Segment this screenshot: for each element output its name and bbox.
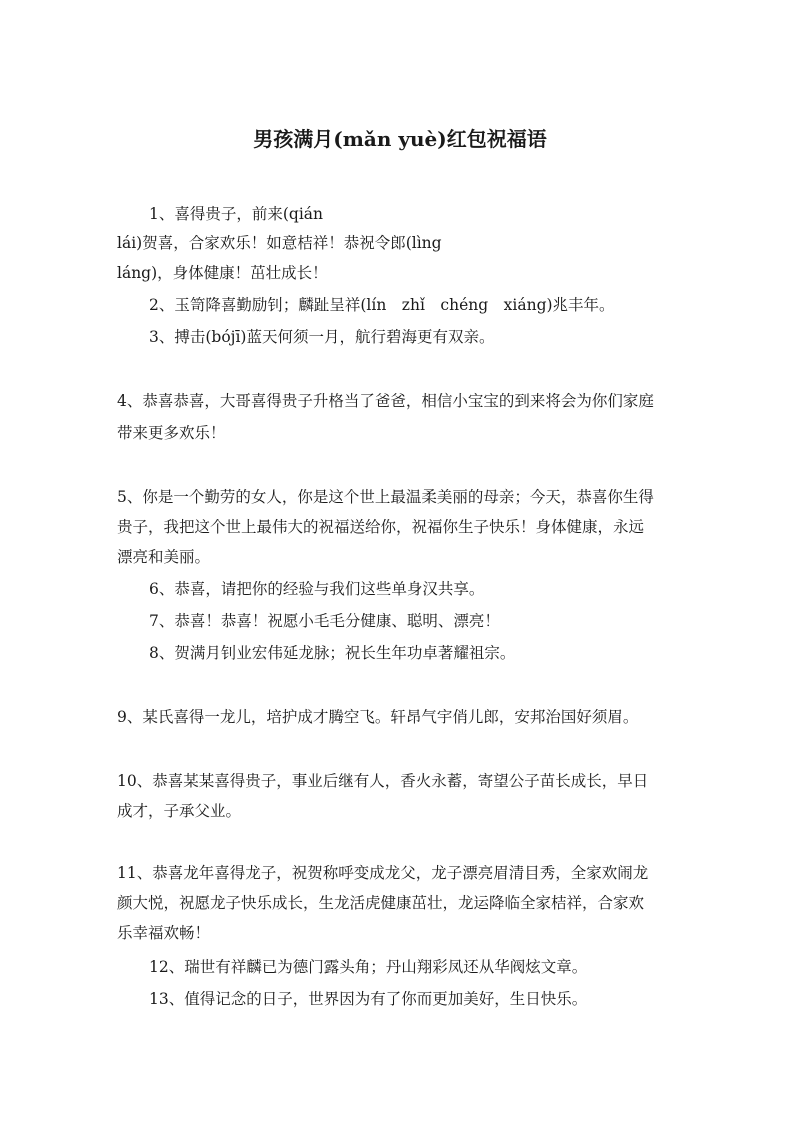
text-line: 9、某氏喜得一龙儿，培护成才腾空飞。轩昂气宇俏儿郎，安邦治国好须眉。	[117, 708, 639, 726]
text-line: 颜大悦，祝愿龙子快乐成长，生龙活虎健康茁壮，龙运降临全家桔祥，合家欢	[117, 894, 645, 912]
text-line: 5、你是一个勤劳的女人，你是这个世上最温柔美丽的母亲；今天，恭喜你生得	[117, 488, 654, 506]
text-line: 12、瑞世有祥麟已为德门露头角；丹山翔彩凤还从华阀炫文章。	[149, 958, 588, 976]
text-line: 漂亮和美丽。	[117, 548, 211, 566]
text-line: 带来更多欢乐！	[117, 424, 226, 442]
text-line: 11、恭喜龙年喜得龙子，祝贺称呼变成龙父，龙子漂亮眉清目秀，全家欢闹龙	[117, 864, 649, 882]
text-line: 8、贺满月钊业宏伟延龙脉；祝长生年功卓著耀祖宗。	[149, 644, 516, 662]
text-line: 贵子，我把这个世上最伟大的祝福送给你，祝福你生子快乐！身体健康，永远	[117, 518, 645, 536]
document-title: 男孩满月(mǎn yuè)红包祝福语	[253, 127, 547, 151]
text-line: 10、恭喜某某喜得贵子，事业后继有人，香火永蓄，寄望公子苗长成长，早日	[117, 772, 649, 790]
text-line: 3、搏击(bójī)蓝天何须一月，航行碧海更有双亲。	[149, 328, 495, 346]
text-line: láng)，身体健康！茁壮成长！	[117, 264, 328, 282]
text-line: 成才，子承父业。	[117, 802, 242, 820]
text-line: 6、恭喜，请把你的经验与我们这些单身汉共享。	[149, 580, 485, 598]
text-line: lái)贺喜，合家欢乐！如意桔祥！恭祝令郎(lìng	[117, 234, 442, 252]
text-line: 7、恭喜！恭喜！祝愿小毛毛分健康、聪明、漂亮！	[149, 612, 500, 630]
text-line: 2、玉笥降喜勤励钊；麟趾呈祥(lín zhǐ chéng xiáng)兆丰年。	[149, 296, 615, 314]
text-line: 1、喜得贵子，前来(qián	[149, 205, 324, 223]
text-line: 乐幸福欢畅！	[117, 924, 211, 942]
text-line: 4、恭喜恭喜，大哥喜得贵子升格当了爸爸，相信小宝宝的到来将会为你们家庭	[117, 392, 654, 410]
text-line: 13、值得记念的日子，世界因为有了你而更加美好，生日快乐。	[149, 990, 588, 1008]
